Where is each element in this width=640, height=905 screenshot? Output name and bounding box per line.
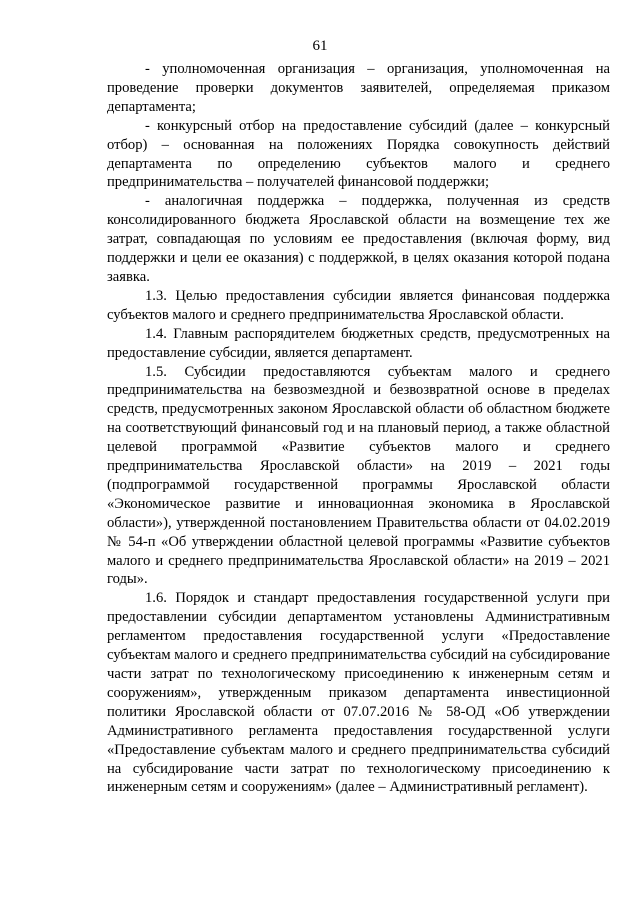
paragraph-1-3: 1.3. Целью предоставления субсидии является финансовая поддержка субъектов малого и среднего предпринимательства Ярославской области.	[107, 287, 610, 323]
paragraph-competitive-selection: - конкурсный отбор на предоставление субсидий (далее – конкурсный отбор) – основанная на положениях Порядка совокупность действий департамента по определению субъектов малого и среднего предпринимательства – получателей финансовой поддержки;	[107, 117, 610, 191]
document-body	[107, 60, 610, 797]
paragraph-1-4: 1.4. Главным распорядителем бюджетных средств, предусмотренных на предоставление субсидии, является департамент.	[107, 325, 610, 361]
paragraph-similar-support: - аналогичная поддержка – поддержка, полученная из средств консолидированного бюджета Ярославской области на возмещение тех же затрат, совпадающая по условиям ее предоставления (включая форму, вид поддержки и цели ее оказания) с поддержкой, в целях оказания которой подана заявка.	[107, 193, 610, 285]
paragraph-1-5: 1.5. Субсидии предоставляются субъектам малого и среднего предпринимательства на безвозмездной и безвозвратной основе в пределах средств, предусмотренных законом Ярославской области об областном бюджете на соответствующий финансовый год и на плановый период, а также областной целевой программой «Развитие субъектов малого и среднего предпринимательства Ярославской области» на 2019 – 2021 годы (подпрограммой государственной программы Ярославской области «Экономическое развитие и инновационная экономика в Ярославской области»), утвержденной постановлением Правительства области от 04.02.2019 № 54-п «Об утверждении областной целевой программы «Развитие субъектов малого и среднего предпринимательства Ярославской области» на 2019 – 2021 годы».	[107, 363, 610, 588]
paragraph-1-6: 1.6. Порядок и стандарт предоставления государственной услуги при предоставлении субсидии департаментом установлены Административным регламентом предоставления государственной услуги «Предоставление субъектам малого и среднего предпринимательства субсидий на субсидирование части затрат по технологическому присоединению к инженерным сетям и сооружениям», утвержденным приказом департамента инвестиционной политики Ярославской области от 07.07.2016 № 58-ОД «Об утверждении Административного регламента предоставления государственной услуги «Предоставление субъектам малого и среднего предпринимательства субсидий на субсидирование части затрат по технологическому присоединению к инженерным сетям и сооружениям» (далее – Административный регламент).	[107, 590, 610, 796]
paragraph-authorized-organization: - уполномоченная организация – организация, уполномоченная на проведение проверки документов заявителей, определяемая приказом департамента;	[107, 61, 610, 115]
page-number: 61	[312, 38, 328, 54]
